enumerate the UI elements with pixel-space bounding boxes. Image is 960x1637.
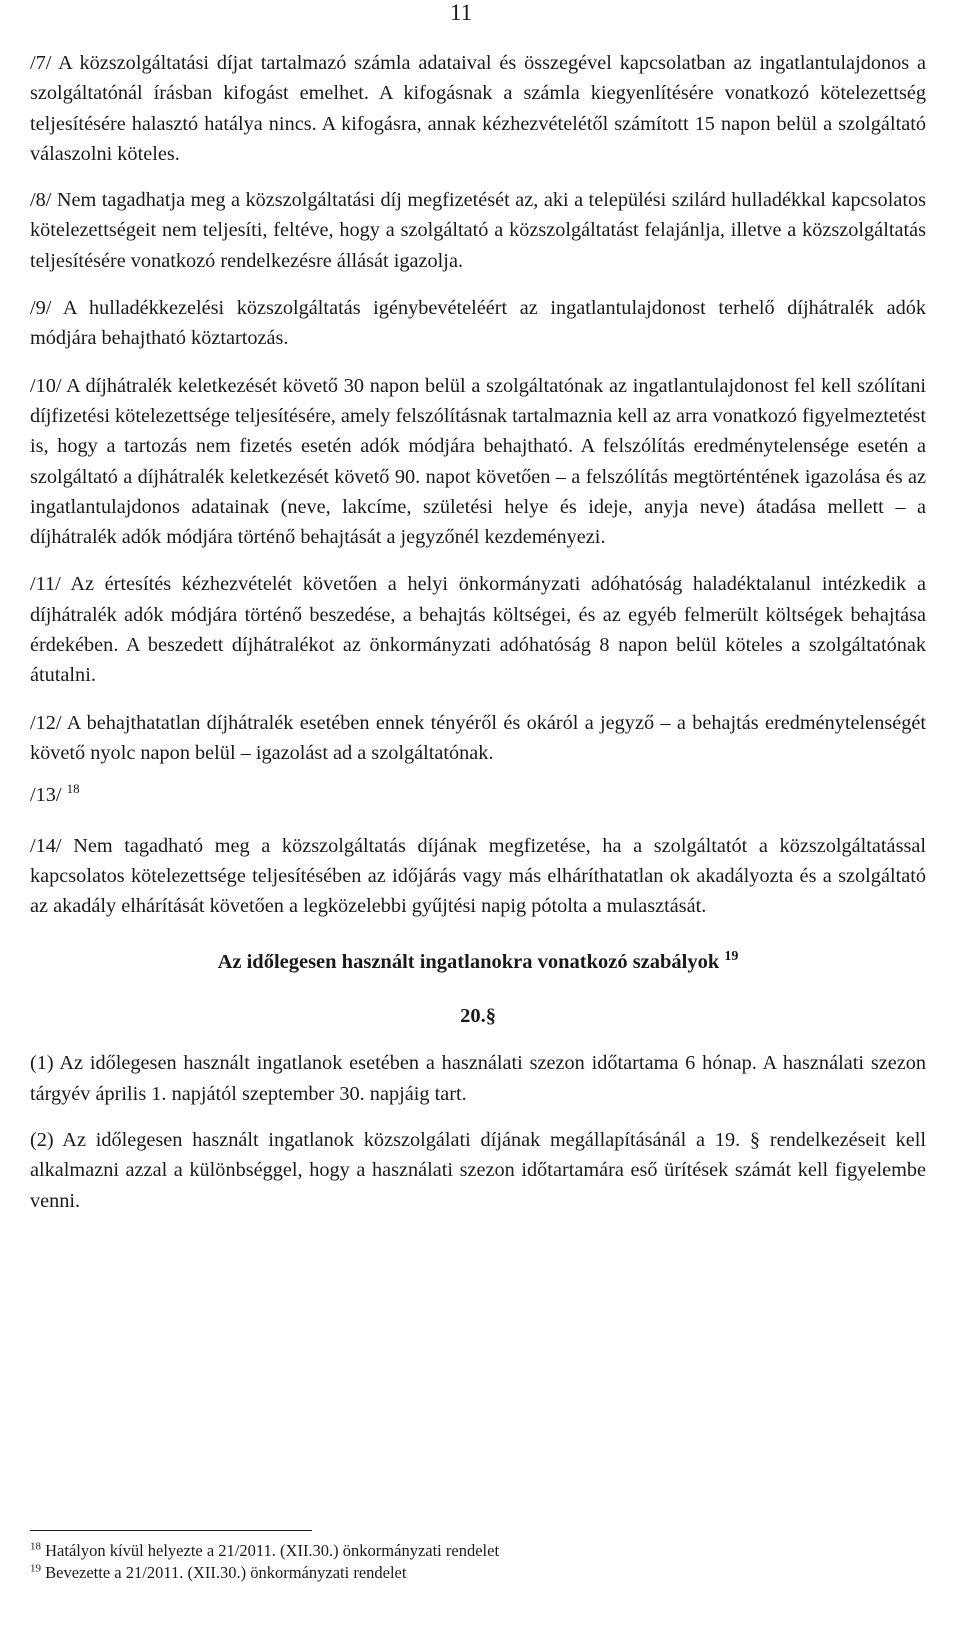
paragraph-13 — [30, 780, 926, 810]
footnote-18 — [30, 1540, 499, 1562]
footnote-text: Hatályon kívül helyezte a 21/2011. (XII.30.) önkormányzati rendelet — [45, 1541, 500, 1560]
paragraph-12: /12/ A behajthatatlan díjhátralék esetében ennek tényéről és okáról a jegyző – a behajtás eredménytelenségét követő nyolc napon belül – igazolást ad a szolgáltatónak. — [30, 711, 926, 764]
paragraph-8: /8/ Nem tagadhatja meg a közszolgáltatási díj megfizetését az, aki a települési szilárd hulladékkal kapcsolatos kötelezettségeit nem teljesíti, feltéve, hogy a szolgáltató a közszolgáltatást felajánlja, illetve a közszolgáltatás teljesítésére vonatkozó rendelkezésre állását igazolja. — [30, 189, 926, 272]
paragraph-7: /7/ A közszolgáltatási díjat tartalmazó számla adataival és összegével kapcsolatban az ingatlantulajdonos a szolgáltatónál írásban kifogást emelhet. A kifogásnak a számla kiegyenlítésére vonatkozó kötelezettség teljesítésére halasztó hatálya nincs. A kifogásra, annak kézhezvételétől számított 15 napon belül a szolgáltató válaszolni köteles. — [30, 52, 926, 165]
footnote-19 — [30, 1562, 499, 1584]
paragraph-14: /14/ Nem tagadható meg a közszolgáltatás díjának megfizetése, ha a szolgáltatót a közszolgáltatással kapcsolatos kötelezettsége teljesítésében az időjárás vagy más elháríthatatlan ok akadályozta és a szolgáltató az akadály elhárítását követően a legközelebbi gyűjtési napig pótolta a mulasztását. — [30, 834, 926, 918]
paragraph-11: /11/ Az értesítés kézhezvételét követően a helyi önkormányzati adóhatóság haladéktalanul intézkedik a díjhátralék adók módjára történő beszedése, a behajtás költségei, és az egyéb felmerült költségek behajtása érdekében. A beszedett díjhátralékot az önkormányzati adóhatóság 8 napon belül köteles a szolgáltatónak átutalni. — [30, 573, 926, 687]
paragraph-10: /10/ A díjhátralék keletkezését követő 30 napon belül a szolgáltatónak az ingatlantulajdonost fel kell szólítani díjfizetési kötelezettsége teljesítésére, amely felszólításnak tartalmaznia kell az arra vonatkozó figyelmeztetést is, hogy a tartozás nem fizetés esetén adók módjára behajtható. A felszólítás eredménytelensége esetén a szolgáltató a díjhátralék keletkezését követő 90. napot követően – a felszólítás megtörténtének igazolása és az ingatlantulajdonos adatainak (neve, lakcíme, születési helye és ideje, anyja neve) átadása mellett – a díjhátralék adók módjára történő behajtását a jegyzőnél kezdeményezi. — [30, 374, 926, 549]
footnote-ref-18[interactable]: 18 — [66, 781, 80, 797]
page-number: 11 — [450, 0, 473, 25]
footnote-ref-19[interactable]: 19 — [724, 949, 739, 965]
footnote-number: 18 — [30, 1540, 41, 1553]
section-heading — [30, 947, 926, 977]
section-number: 20.§ — [460, 1005, 496, 1028]
paragraph-13-label: /13/ — [30, 784, 62, 807]
footnote-divider — [30, 1530, 312, 1531]
section-heading-text: Az időlegesen használt ingatlanokra vonatkozó szabályok — [217, 951, 720, 974]
section-paragraph-2: (2) Az időlegesen használt ingatlanok közszolgálati díjának megállapításánál a 19. § rendelkezéseit kell alkalmazni azzal a különbséggel, hogy a használati szezon időtartamára eső ürítések számát kell figyelembe venni. — [30, 1129, 926, 1212]
footnotes — [30, 1540, 499, 1584]
footnote-number: 19 — [30, 1562, 41, 1575]
document-body — [30, 48, 926, 1216]
section-paragraph-1: (1) Az időlegesen használt ingatlanok esetében a használati szezon időtartama 6 hónap. A használati szezon tárgyév április 1. napjától szeptember 30. napjáig tart. — [30, 1052, 926, 1105]
footnote-text: Bevezette a 21/2011. (XII.30.) önkormányzati rendelet — [45, 1563, 407, 1582]
paragraph-9: /9/ A hulladékkezelési közszolgáltatás igénybevételéért az ingatlantulajdonost terhelő díjhátralék adók módjára behajtható köztartozás. — [30, 297, 926, 350]
